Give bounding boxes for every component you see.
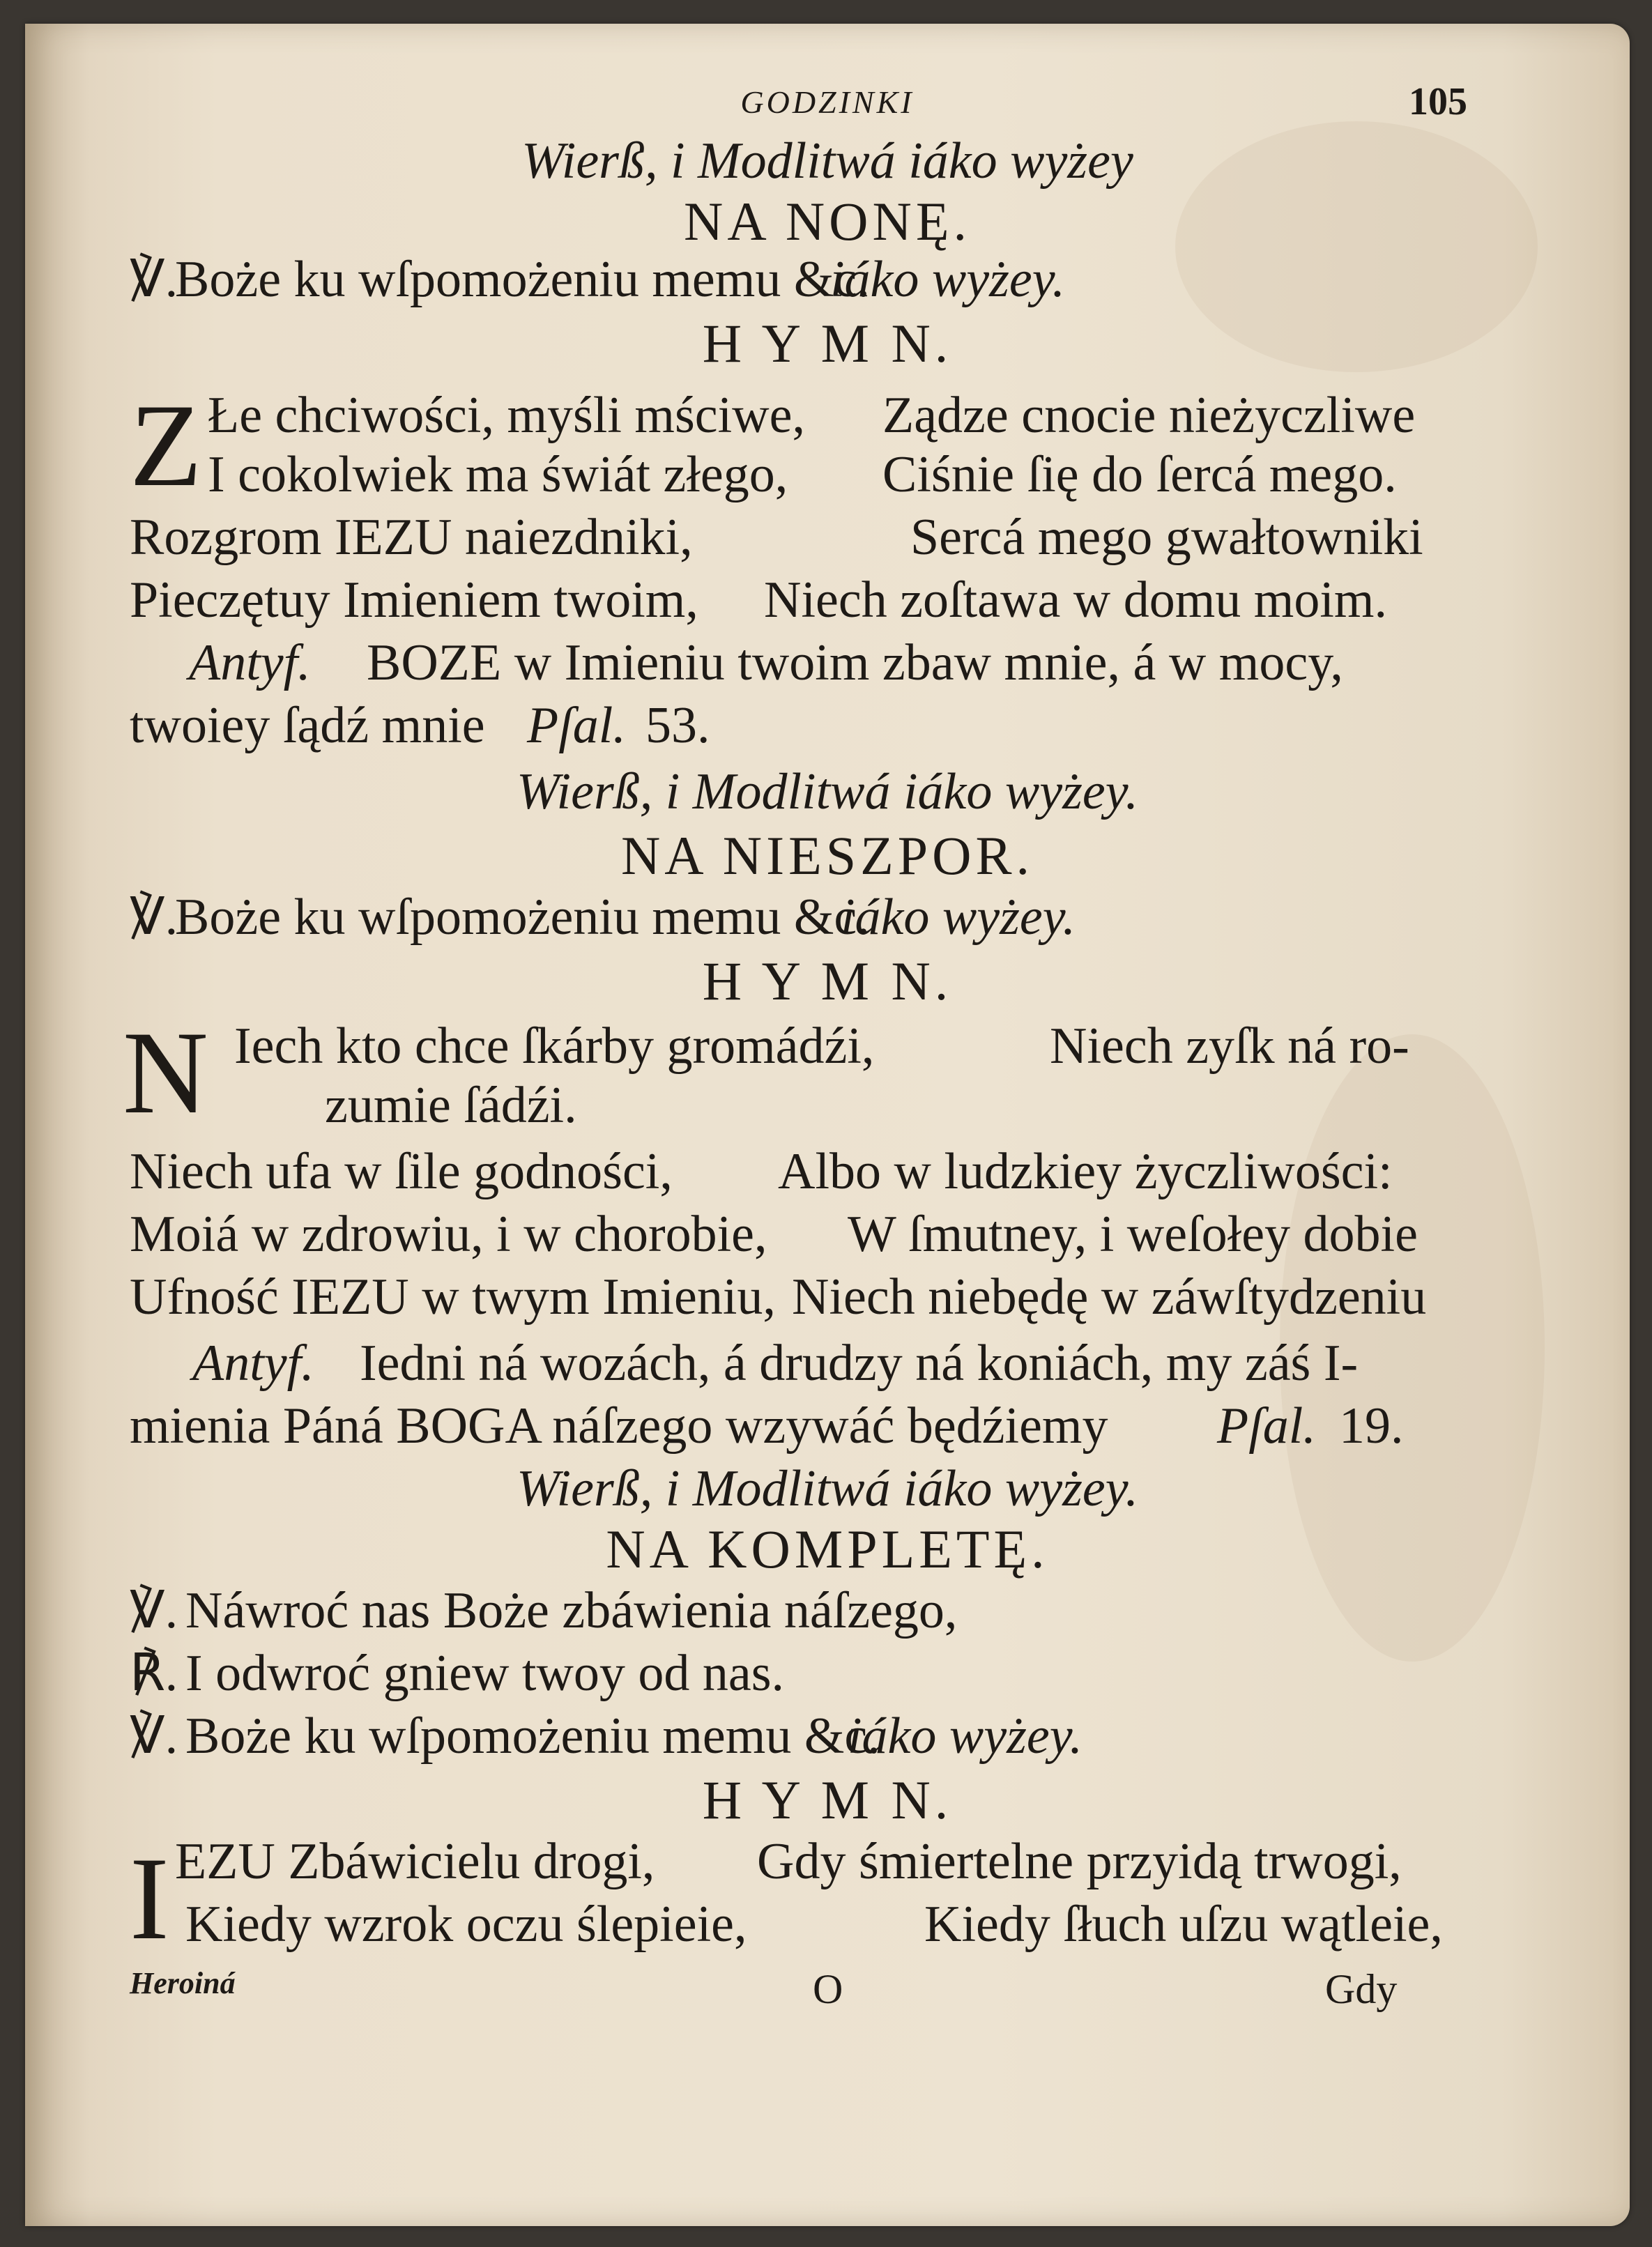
psalm-number: 19. bbox=[1339, 1397, 1404, 1455]
hymn-title: H Y M N. bbox=[702, 951, 953, 1011]
section-heading-nieszpor: NA NIESZPOR. bbox=[620, 825, 1034, 886]
book-page bbox=[25, 24, 1630, 2226]
wiersz-line: Wierß, i Modlitwá iáko wyżey. bbox=[516, 1460, 1138, 1517]
versicle-ref: iáko wyżey. bbox=[848, 1708, 1083, 1765]
versicle-mark: ℣. bbox=[130, 889, 178, 946]
wiersz-line: Wierß, i Modlitwá iáko wyżey bbox=[521, 132, 1133, 190]
antyfona-text: mienia Páná BOGA náſzego wzywáć będźiemy bbox=[130, 1397, 1108, 1455]
versicle-text: Náwroć nas Boże zbáwienia náſzego, bbox=[185, 1582, 958, 1639]
verse-part-a: Iech kto chce ſkárby gromádźi, bbox=[234, 1018, 875, 1075]
versicle-ref: iáko wyżey. bbox=[841, 889, 1076, 946]
running-title: GODZINKI bbox=[740, 84, 915, 120]
verse-part-a: Pieczętuy Imieniem twoim, bbox=[130, 572, 698, 629]
antyfona-text: Iedni ná wozách, á drudzy ná koniách, my záś I- bbox=[360, 1335, 1359, 1392]
verse-part-b: Sercá mego gwałtowniki bbox=[910, 509, 1423, 566]
verse-part-a: Rozgrom IEZU naiezdniki, bbox=[130, 509, 693, 566]
verse-part-b: W ſmutney, i weſołey dobie bbox=[848, 1206, 1418, 1263]
versicle-text: Boże ku wſpomożeniu memu &c. bbox=[175, 889, 870, 946]
versicle-text: Boże ku wſpomożeniu memu &c. bbox=[185, 1708, 880, 1765]
versicle-mark: ℣. bbox=[130, 1582, 178, 1639]
section-heading-komplete: NA KOMPLETĘ. bbox=[606, 1519, 1049, 1579]
antyfona-text: BOZE w Imieniu twoim zbaw mnie, á w mocy, bbox=[367, 634, 1343, 691]
psalm-label: Pſal. bbox=[1217, 1397, 1316, 1455]
verse-part-b: Niech zyſk ná ro- bbox=[1050, 1018, 1409, 1075]
verse-part-b: Ciśnie ſię do ſercá mego. bbox=[882, 446, 1397, 503]
response-mark: ℟. bbox=[130, 1645, 178, 1702]
wiersz-line: Wierß, i Modlitwá iáko wyżey. bbox=[516, 763, 1138, 820]
verse-part-a: Moiá w zdrowiu, i w chorobie, bbox=[130, 1206, 767, 1263]
drop-cap: Z bbox=[130, 380, 202, 511]
verse-part-b: Ządze cnocie nieżyczliwe bbox=[882, 387, 1416, 444]
antyfona-label: Antyf. bbox=[192, 1335, 314, 1392]
verse-part-b: Kiedy ſłuch uſzu wątleie, bbox=[924, 1896, 1443, 1953]
psalm-number: 53. bbox=[645, 697, 710, 754]
versicle-text: Boże ku wſpomożeniu memu &c. bbox=[175, 251, 870, 308]
signature-note: Heroiná bbox=[130, 1966, 236, 2000]
versicle-mark: ℣. bbox=[130, 1708, 178, 1765]
verse-part-a: I cokolwiek ma świát złego, bbox=[208, 446, 788, 503]
antyfona-label: Antyf. bbox=[189, 634, 311, 691]
drop-cap: I bbox=[130, 1833, 169, 1964]
psalm-label: Pſal. bbox=[527, 697, 626, 754]
verse-part-a: Łe chciwości, myśli mściwe, bbox=[208, 387, 805, 444]
signature-mark: O bbox=[813, 1966, 843, 2012]
verse-part-b: Niech niebędę w záwſtydzeniu bbox=[792, 1268, 1427, 1326]
verse-part-b: Niech zoſtawa w domu moim. bbox=[764, 572, 1387, 629]
verse-part-a: Niech ufa w ſile godności, bbox=[130, 1143, 673, 1200]
hymn-title: H Y M N. bbox=[702, 313, 953, 374]
verse-part-b: Gdy śmiertelne przyidą trwogi, bbox=[757, 1833, 1402, 1890]
verse-continuation: zumie ſádźi. bbox=[325, 1077, 577, 1134]
verse-part-b: Albo w ludzkiey życzliwości: bbox=[778, 1143, 1393, 1200]
hymn-title: H Y M N. bbox=[702, 1770, 953, 1830]
versicle-mark: ℣. bbox=[130, 251, 178, 308]
catchword: Gdy bbox=[1325, 1966, 1398, 2012]
drop-cap: N bbox=[123, 1007, 208, 1138]
response-text: I odwroć gniew twoy od nas. bbox=[185, 1645, 785, 1702]
verse-part-a: Ufność IEZU w twym Imieniu, bbox=[130, 1268, 776, 1326]
verse-part-a: EZU Zbáwicielu drogi, bbox=[175, 1833, 655, 1890]
page-number: 105 bbox=[1409, 80, 1467, 123]
antyfona-text: twoiey ſądź mnie bbox=[130, 697, 485, 754]
versicle-ref: iáko wyżey. bbox=[830, 251, 1066, 308]
verse-part-a: Kiedy wzrok oczu ślepieie, bbox=[185, 1896, 747, 1953]
section-heading-none: NA NONĘ. bbox=[684, 191, 971, 252]
